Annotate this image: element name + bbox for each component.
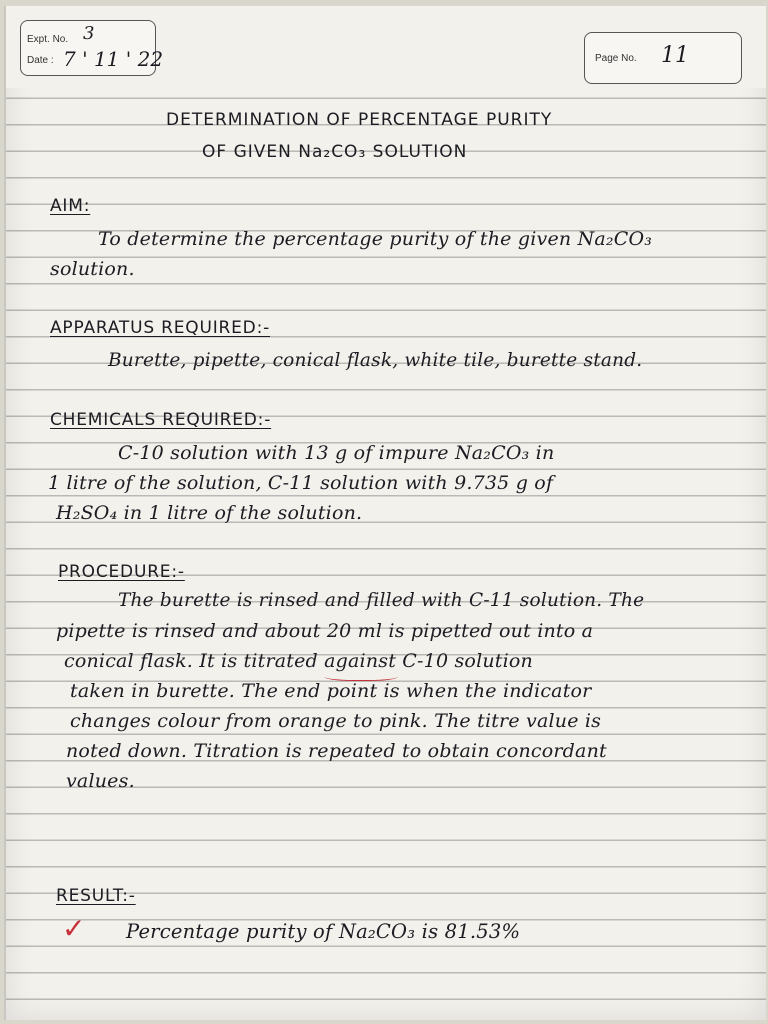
chemicals-line-2: 1 litre of the solution, C-11 solution with 9.735 g of <box>48 472 554 494</box>
apparatus-line-1: Burette, pipette, conical flask, white tile, burette stand. <box>108 350 643 371</box>
result-line-1: Percentage purity of Na₂CO₃ is 81.53% <box>126 920 521 943</box>
aim-line-1: To determine the percentage purity of the given Na₂CO₃ <box>98 228 653 250</box>
result-heading: RESULT:- <box>56 886 136 906</box>
chemicals-line-3: H₂SO₄ in 1 litre of the solution. <box>56 502 363 524</box>
apparatus-heading: APPARATUS REQUIRED:- <box>50 318 271 338</box>
expt-no-label: Expt. No. <box>27 34 69 45</box>
procedure-line-2: pipette is rinsed and about 20 ml is pipetted out into a <box>56 620 594 642</box>
procedure-line-3: conical flask. It is titrated against C-10 solution <box>64 650 533 672</box>
title-line-1: DETERMINATION OF PERCENTAGE PURITY <box>166 110 553 130</box>
red-check-mark-icon: ✓ <box>62 912 86 945</box>
page-no-value: 11 <box>661 43 689 68</box>
experiment-info-box <box>20 20 164 76</box>
title-line-2: OF GIVEN Na₂CO₃ SOLUTION <box>202 142 468 162</box>
aim-heading: AIM: <box>50 196 91 216</box>
page-number-box <box>584 32 742 84</box>
procedure-line-7: values. <box>66 770 135 792</box>
page-no-label: Page No. <box>595 53 637 64</box>
date-label: Date : <box>27 55 54 66</box>
chemicals-line-1: C-10 solution with 13 g of impure Na₂CO₃ in <box>118 442 555 464</box>
procedure-heading: PROCEDURE:- <box>58 562 185 582</box>
procedure-line-6: noted down. Titration is repeated to obtain concordant <box>66 740 607 762</box>
red-correction-underline <box>324 670 398 681</box>
date-value: 7 ' 11 ' 22 <box>63 47 164 71</box>
notebook-page <box>4 6 766 1020</box>
procedure-line-1: The burette is rinsed and filled with C-11 solution. The <box>118 590 645 611</box>
procedure-line-4: taken in burette. The end point is when the indicator <box>70 680 592 702</box>
chemicals-heading: CHEMICALS REQUIRED:- <box>50 410 272 430</box>
procedure-line-5: changes colour from orange to pink. The titre value is <box>70 710 602 732</box>
expt-no-value: 3 <box>83 23 95 44</box>
aim-line-2: solution. <box>50 258 135 280</box>
